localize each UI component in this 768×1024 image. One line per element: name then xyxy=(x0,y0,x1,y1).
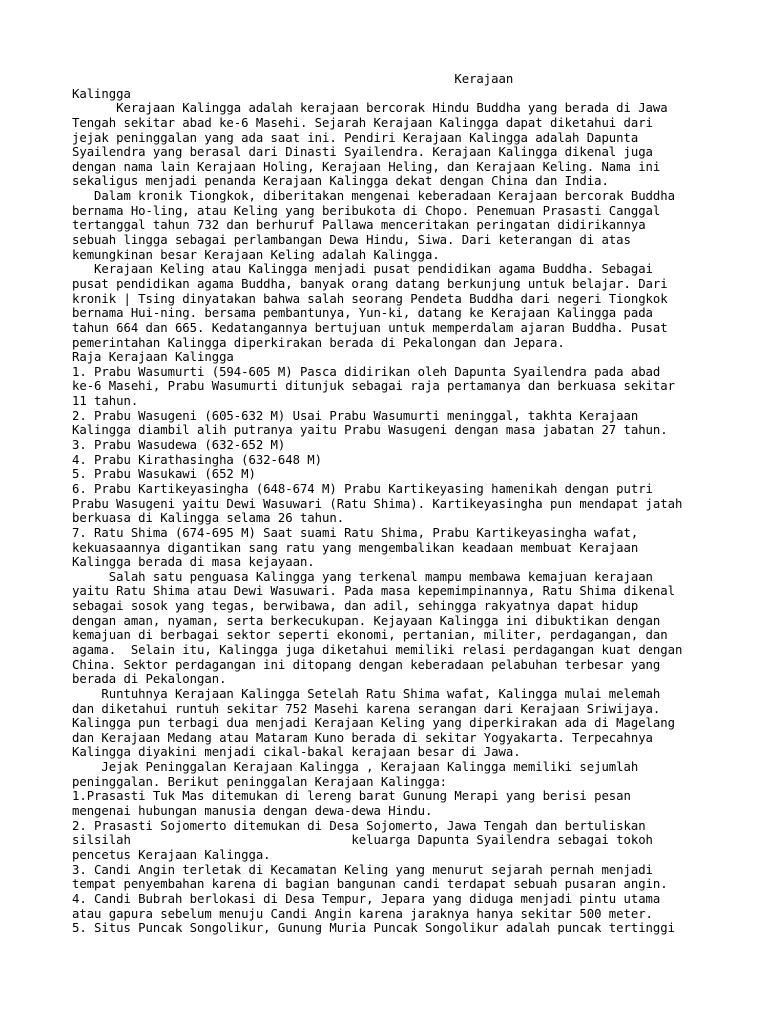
text-line: berkuasa di Kalingga selama 26 tahun. xyxy=(72,511,345,526)
text-line: atau gapura sebelum menuju Candi Angin karena jaraknya hanya sekitar 500 meter. xyxy=(72,906,653,921)
text-line: 5. Prabu Wasukawi (652 M) xyxy=(72,467,256,482)
text-line: 1.Prasasti Tuk Mas ditemukan di lereng barat Gunung Merapi yang berisi pesan xyxy=(72,789,631,804)
text-line: sebagai sosok yang tegas, berwibawa, dan adil, sehingga rakyatnya dapat hidup xyxy=(72,599,639,614)
text-line: mengenai hubungan manusia dengan dewa-dewa Hindu. xyxy=(72,804,433,819)
text-line: sekaligus menjadi penanda Kerajaan Kalingga dekat dengan China dan India. xyxy=(72,174,609,189)
text-line: bernama Ho-ling, atau Keling yang beribukota di Chopo. Penemuan Prasasti Canggal xyxy=(72,203,661,218)
text-line: 6. Prabu Kartikeyasingha (648-674 M) Prabu Kartikeyasing hamenikah dengan putri xyxy=(72,481,653,496)
text-line: Raja Kerajaan Kalingga xyxy=(72,350,234,365)
text-line: dan Kerajaan Medang atau Mataram Kuno berada di sekitar Yogyakarta. Terpecahnya xyxy=(72,730,653,745)
text-line: dengan nama lain Kerajaan Holing, Kerajaan Heling, dan Kerajaan Keling. Nama ini xyxy=(72,159,661,174)
text-line: 4. Candi Bubrah berlokasi di Desa Tempur, Jepara yang diduga menjadi pintu utama xyxy=(72,891,661,906)
text-line: Kerajaan Kalingga adalah kerajaan bercorak Hindu Buddha yang berada di Jawa xyxy=(72,101,668,116)
text-line: 3. Candi Angin terletak di Kecamatan Keling yang menurut sejarah pernah menjadi xyxy=(72,862,653,877)
text-line: Kalingga diyakini menjadi cikal-bakal kerajaan besar di Jawa. xyxy=(72,745,521,760)
text-line: Runtuhnya Kerajaan Kalingga Setelah Ratu Shima wafat, Kalingga mulai melemah xyxy=(72,686,661,701)
text-line: yaitu Ratu Shima atau Dewi Wasuwari. Pada masa kepemimpinannya, Ratu Shima dikenal xyxy=(72,584,675,599)
text-line: berada di Pekalongan. xyxy=(72,672,227,687)
text-line: sebuah lingga sebagai perlambangan Dewa Hindu, Siwa. Dari keterangan di atas xyxy=(72,233,631,248)
text-line: silsilah keluarga Dapunta Syailendra sebagai tokoh xyxy=(72,833,653,848)
text-line: tertanggal tahun 732 dan berhuruf Pallawa menceritakan peringatan didirikannya xyxy=(72,218,646,233)
text-line: kekuasaannya digantikan sang ratu yang mengembalikan keadaan membuat Kerajaan xyxy=(72,540,639,555)
text-line: dengan aman, nyaman, serta berkecukupan. Kejayaan Kalingga ini dibuktikan dengan xyxy=(72,613,661,628)
text-line: 11 tahun. xyxy=(72,394,139,409)
text-line: pusat pendidikan agama Buddha, banyak orang datang berkunjung untuk belajar. Dari xyxy=(72,276,668,291)
text-line: tahun 664 dan 665. Kedatangannya bertujuan untuk memperdalam ajaran Buddha. Pusat xyxy=(72,320,668,335)
text-line: kronik | Tsing dinyatakan bahwa salah seorang Pendeta Buddha dari negeri Tiongkok xyxy=(72,291,668,306)
text-line: dan diketahui runtuh sekitar 752 Masehi karena serangan dari Kerajaan Sriwijaya. xyxy=(72,701,661,716)
text-line: tempat penyembahan karena di bagian bangunan candi terdapat sebuah pusaran angin. xyxy=(72,877,668,892)
text-line: Tengah sekitar abad ke-6 Masehi. Sejarah Kerajaan Kalingga dapat diketahui dari xyxy=(72,115,653,130)
text-line: Kerajaan Keling atau Kalingga menjadi pusat pendidikan agama Buddha. Sebagai xyxy=(72,262,653,277)
text-line: Jejak Peninggalan Kerajaan Kalingga , Kerajaan Kalingga memiliki sejumlah xyxy=(72,760,639,775)
text-line: jejak peninggalan yang ada saat ini. Pendiri Kerajaan Kalingga adalah Dapunta xyxy=(72,130,639,145)
text-line: 2. Prasasti Sojomerto ditemukan di Desa Sojomerto, Jawa Tengah dan bertuliskan xyxy=(72,818,646,833)
text-line: bernama Hui-ning. bersama pembantunya, Yun-ki, datang ke Kerajaan Kalingga pada xyxy=(72,306,653,321)
text-line: Kalingga pun terbagi dua menjadi Kerajaan Keling yang diperkirakan ada di Magelang xyxy=(72,716,675,731)
text-line: peninggalan. Berikut peninggalan Kerajaan Kalingga: xyxy=(72,774,448,789)
text-line: pencetus Kerajaan Kalingga. xyxy=(72,847,271,862)
text-line: kemungkinan besar Kerajaan Keling adalah Kalingga. xyxy=(72,247,440,262)
text-line: ke-6 Masehi, Prabu Wasumurti ditunjuk sebagai raja pertamanya dan berkuasa sekitar xyxy=(72,379,675,394)
text-line: Prabu Wasugeni yaitu Dewi Wasuwari (Ratu Shima). Kartikeyasingha pun mendapat jatah xyxy=(72,496,683,511)
document-body xyxy=(72,72,712,936)
text-line: China. Sektor perdagangan ini ditopang dengan keberadaan pelabuhan terbesar yang xyxy=(72,657,661,672)
text-line: Kalingga diambil alih putranya yaitu Prabu Wasugeni dengan masa jabatan 27 tahun. xyxy=(72,423,668,438)
text-line: kemajuan di berbagai sektor seperti ekonomi, pertanian, militer, perdagangan, dan xyxy=(72,628,668,643)
text-line: 2. Prabu Wasugeni (605-632 M) Usai Prabu Wasumurti meninggal, takhta Kerajaan xyxy=(72,408,639,423)
text-line: Kalingga xyxy=(72,86,131,101)
text-line: agama. Selain itu, Kalingga juga diketahui memiliki relasi perdagangan kuat dengan xyxy=(72,642,683,657)
text-line: pemerintahan Kalingga diperkirakan berada di Pekalongan dan Jepara. xyxy=(72,335,565,350)
text-line: 3. Prabu Wasudewa (632-652 M) xyxy=(72,438,286,453)
text-line: 7. Ratu Shima (674-695 M) Saat suami Ratu Shima, Prabu Kartikeyasingha wafat, xyxy=(72,525,639,540)
text-line: 5. Situs Puncak Songolikur, Gunung Muria Puncak Songolikur adalah puncak tertinggi xyxy=(72,921,675,936)
text-line: Kerajaan xyxy=(72,72,514,86)
text-line: 1. Prabu Wasumurti (594-605 M) Pasca didirikan oleh Dapunta Syailendra pada abad xyxy=(72,364,661,379)
text-line: Kalingga berada di masa kejayaan. xyxy=(72,555,315,570)
text-line: Salah satu penguasa Kalingga yang terkenal mampu membawa kemajuan kerajaan xyxy=(72,569,653,584)
text-line: Syailendra yang berasal dari Dinasti Syailendra. Kerajaan Kalingga dikenal juga xyxy=(72,145,653,160)
text-line: 4. Prabu Kirathasingha (632-648 M) xyxy=(72,452,323,467)
text-line: Dalam kronik Tiongkok, diberitakan mengenai keberadaan Kerajaan bercorak Buddha xyxy=(72,189,675,204)
